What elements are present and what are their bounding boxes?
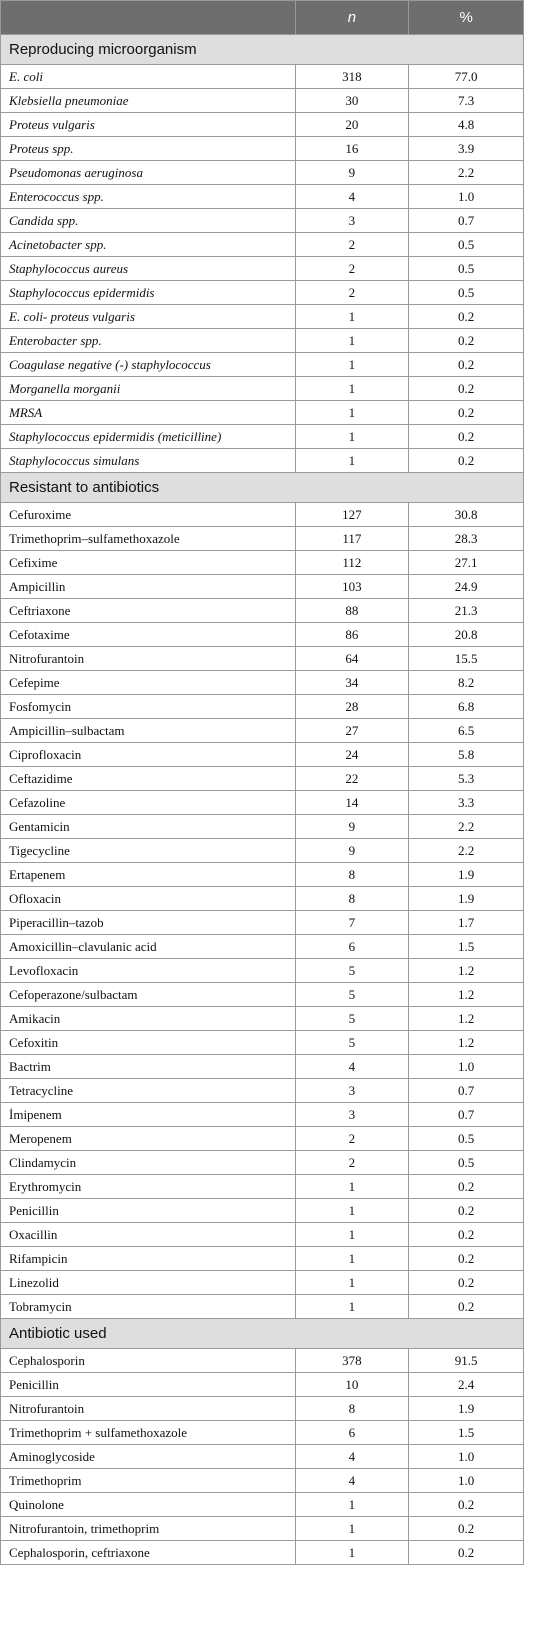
table-header xyxy=(1,1,524,35)
row-count: 22 xyxy=(295,767,409,791)
row-percent: 0.2 xyxy=(409,377,524,401)
row-label: Penicillin xyxy=(1,1199,296,1223)
row-count: 2 xyxy=(295,1127,409,1151)
row-label: Tigecycline xyxy=(1,839,296,863)
row-count: 1 xyxy=(295,1295,409,1319)
row-percent: 30.8 xyxy=(409,503,524,527)
table-row xyxy=(1,1247,524,1271)
row-percent: 1.0 xyxy=(409,1445,524,1469)
row-label: Cephalosporin xyxy=(1,1349,296,1373)
row-label: Penicillin xyxy=(1,1373,296,1397)
row-count: 1 xyxy=(295,305,409,329)
table-row xyxy=(1,1199,524,1223)
row-percent: 0.5 xyxy=(409,233,524,257)
row-count: 103 xyxy=(295,575,409,599)
row-count: 8 xyxy=(295,863,409,887)
row-label: Gentamicin xyxy=(1,815,296,839)
row-percent: 6.8 xyxy=(409,695,524,719)
row-label: Candida spp. xyxy=(1,209,296,233)
row-count: 5 xyxy=(295,1007,409,1031)
row-label: Cephalosporin, ceftriaxone xyxy=(1,1541,296,1565)
row-label: Piperacillin–tazob xyxy=(1,911,296,935)
row-percent: 0.2 xyxy=(409,425,524,449)
row-label: Ceftriaxone xyxy=(1,599,296,623)
table-row xyxy=(1,137,524,161)
row-count: 4 xyxy=(295,1445,409,1469)
table-row xyxy=(1,1421,524,1445)
row-label: Tobramycin xyxy=(1,1295,296,1319)
row-percent: 8.2 xyxy=(409,671,524,695)
row-count: 1 xyxy=(295,1517,409,1541)
row-count: 318 xyxy=(295,65,409,89)
table-row xyxy=(1,305,524,329)
row-percent: 0.2 xyxy=(409,1295,524,1319)
row-count: 1 xyxy=(295,377,409,401)
table-row xyxy=(1,791,524,815)
row-count: 9 xyxy=(295,839,409,863)
row-percent: 4.8 xyxy=(409,113,524,137)
row-label: Rifampicin xyxy=(1,1247,296,1271)
row-count: 1 xyxy=(295,353,409,377)
row-count: 1 xyxy=(295,401,409,425)
row-percent: 1.2 xyxy=(409,1007,524,1031)
table-row xyxy=(1,1175,524,1199)
row-percent: 2.2 xyxy=(409,839,524,863)
row-label: Erythromycin xyxy=(1,1175,296,1199)
row-label: Clindamycin xyxy=(1,1151,296,1175)
table-row xyxy=(1,503,524,527)
row-percent: 0.2 xyxy=(409,1271,524,1295)
row-label: Staphylococcus epidermidis (meticilline) xyxy=(1,425,296,449)
row-label: Staphylococcus epidermidis xyxy=(1,281,296,305)
row-count: 1 xyxy=(295,1541,409,1565)
table-row xyxy=(1,425,524,449)
row-count: 1 xyxy=(295,1247,409,1271)
row-count: 2 xyxy=(295,233,409,257)
table-row xyxy=(1,1031,524,1055)
row-percent: 0.2 xyxy=(409,1199,524,1223)
row-label: Pseudomonas aeruginosa xyxy=(1,161,296,185)
table-row xyxy=(1,815,524,839)
row-percent: 0.2 xyxy=(409,305,524,329)
row-label: Ertapenem xyxy=(1,863,296,887)
row-percent: 28.3 xyxy=(409,527,524,551)
row-percent: 1.0 xyxy=(409,1055,524,1079)
row-count: 20 xyxy=(295,113,409,137)
row-count: 34 xyxy=(295,671,409,695)
table-row xyxy=(1,353,524,377)
table-row xyxy=(1,1079,524,1103)
row-count: 9 xyxy=(295,161,409,185)
section-title: Resistant to antibiotics xyxy=(1,473,524,503)
header-n: n xyxy=(295,1,409,35)
header-percent: % xyxy=(409,1,524,35)
table-row xyxy=(1,281,524,305)
row-label: Meropenem xyxy=(1,1127,296,1151)
row-percent: 2.2 xyxy=(409,815,524,839)
row-label: Trimethoprim–sulfamethoxazole xyxy=(1,527,296,551)
row-percent: 0.7 xyxy=(409,1103,524,1127)
row-percent: 1.5 xyxy=(409,935,524,959)
row-label: Amoxicillin–clavulanic acid xyxy=(1,935,296,959)
row-percent: 24.9 xyxy=(409,575,524,599)
table-row xyxy=(1,257,524,281)
row-label: Ciprofloxacin xyxy=(1,743,296,767)
row-count: 1 xyxy=(295,1223,409,1247)
row-count: 30 xyxy=(295,89,409,113)
row-percent: 1.0 xyxy=(409,185,524,209)
row-percent: 1.9 xyxy=(409,863,524,887)
table-row xyxy=(1,329,524,353)
table-row xyxy=(1,935,524,959)
row-percent: 0.2 xyxy=(409,1541,524,1565)
header-label-cell xyxy=(1,1,296,35)
row-count: 127 xyxy=(295,503,409,527)
row-percent: 0.7 xyxy=(409,209,524,233)
row-count: 3 xyxy=(295,1079,409,1103)
row-label: Oxacillin xyxy=(1,1223,296,1247)
table-row xyxy=(1,233,524,257)
row-percent: 0.5 xyxy=(409,257,524,281)
row-percent: 0.5 xyxy=(409,281,524,305)
table-row xyxy=(1,1151,524,1175)
row-label: Proteus spp. xyxy=(1,137,296,161)
row-label: Fosfomycin xyxy=(1,695,296,719)
table-row xyxy=(1,1223,524,1247)
row-percent: 15.5 xyxy=(409,647,524,671)
table-row xyxy=(1,1055,524,1079)
row-count: 4 xyxy=(295,185,409,209)
row-label: Klebsiella pneumoniae xyxy=(1,89,296,113)
row-label: Cefoperazone/sulbactam xyxy=(1,983,296,1007)
row-count: 1 xyxy=(295,1199,409,1223)
row-percent: 21.3 xyxy=(409,599,524,623)
row-percent: 0.5 xyxy=(409,1127,524,1151)
row-count: 14 xyxy=(295,791,409,815)
table-row xyxy=(1,767,524,791)
row-label: Ampicillin xyxy=(1,575,296,599)
row-count: 1 xyxy=(295,1175,409,1199)
row-label: Amikacin xyxy=(1,1007,296,1031)
row-percent: 5.8 xyxy=(409,743,524,767)
row-count: 64 xyxy=(295,647,409,671)
table-row xyxy=(1,983,524,1007)
row-count: 27 xyxy=(295,719,409,743)
row-percent: 0.2 xyxy=(409,1493,524,1517)
table-row xyxy=(1,209,524,233)
row-count: 3 xyxy=(295,1103,409,1127)
row-percent: 2.4 xyxy=(409,1373,524,1397)
row-count: 378 xyxy=(295,1349,409,1373)
row-percent: 27.1 xyxy=(409,551,524,575)
row-percent: 1.7 xyxy=(409,911,524,935)
row-count: 7 xyxy=(295,911,409,935)
table-row xyxy=(1,401,524,425)
section-title: Antibiotic used xyxy=(1,1319,524,1349)
row-percent: 3.3 xyxy=(409,791,524,815)
table-row xyxy=(1,863,524,887)
row-percent: 3.9 xyxy=(409,137,524,161)
row-label: Coagulase negative (-) staphylococcus xyxy=(1,353,296,377)
table-row xyxy=(1,449,524,473)
row-label: Bactrim xyxy=(1,1055,296,1079)
row-count: 2 xyxy=(295,257,409,281)
row-count: 117 xyxy=(295,527,409,551)
row-label: Cefepime xyxy=(1,671,296,695)
row-percent: 1.2 xyxy=(409,983,524,1007)
table-row xyxy=(1,1445,524,1469)
table-row xyxy=(1,1103,524,1127)
row-count: 88 xyxy=(295,599,409,623)
row-count: 2 xyxy=(295,1151,409,1175)
table-row xyxy=(1,89,524,113)
table-row xyxy=(1,1349,524,1373)
row-percent: 5.3 xyxy=(409,767,524,791)
table-row xyxy=(1,743,524,767)
table-row xyxy=(1,719,524,743)
table-row xyxy=(1,647,524,671)
row-count: 16 xyxy=(295,137,409,161)
row-label: Staphylococcus simulans xyxy=(1,449,296,473)
row-label: Enterobacter spp. xyxy=(1,329,296,353)
row-count: 1 xyxy=(295,425,409,449)
row-label: Nitrofurantoin, trimethoprim xyxy=(1,1517,296,1541)
table-row xyxy=(1,527,524,551)
section-header-row xyxy=(1,35,524,65)
table-row xyxy=(1,1541,524,1565)
row-count: 4 xyxy=(295,1055,409,1079)
table-row xyxy=(1,1295,524,1319)
row-label: E. coli xyxy=(1,65,296,89)
row-percent: 1.2 xyxy=(409,959,524,983)
table-row xyxy=(1,599,524,623)
table-row xyxy=(1,695,524,719)
table-row xyxy=(1,887,524,911)
table-row xyxy=(1,1373,524,1397)
table-row xyxy=(1,1127,524,1151)
row-label: Morganella morganii xyxy=(1,377,296,401)
row-count: 1 xyxy=(295,329,409,353)
row-percent: 0.2 xyxy=(409,329,524,353)
row-label: İmipenem xyxy=(1,1103,296,1127)
row-count: 6 xyxy=(295,935,409,959)
row-label: Nitrofurantoin xyxy=(1,1397,296,1421)
row-percent: 0.2 xyxy=(409,1223,524,1247)
row-count: 28 xyxy=(295,695,409,719)
row-count: 4 xyxy=(295,1469,409,1493)
row-percent: 1.0 xyxy=(409,1469,524,1493)
table-row xyxy=(1,1469,524,1493)
row-count: 1 xyxy=(295,449,409,473)
row-label: Acinetobacter spp. xyxy=(1,233,296,257)
row-percent: 0.2 xyxy=(409,1517,524,1541)
table-row xyxy=(1,959,524,983)
row-label: Ceftazidime xyxy=(1,767,296,791)
row-percent: 91.5 xyxy=(409,1349,524,1373)
row-percent: 2.2 xyxy=(409,161,524,185)
row-percent: 0.7 xyxy=(409,1079,524,1103)
row-count: 5 xyxy=(295,959,409,983)
row-count: 9 xyxy=(295,815,409,839)
row-label: Proteus vulgaris xyxy=(1,113,296,137)
table-body xyxy=(1,35,524,1565)
row-count: 8 xyxy=(295,1397,409,1421)
row-label: MRSA xyxy=(1,401,296,425)
row-percent: 77.0 xyxy=(409,65,524,89)
row-count: 112 xyxy=(295,551,409,575)
row-percent: 1.2 xyxy=(409,1031,524,1055)
table-row xyxy=(1,1397,524,1421)
table-row xyxy=(1,911,524,935)
row-label: Ofloxacin xyxy=(1,887,296,911)
table-row xyxy=(1,377,524,401)
table-row xyxy=(1,1007,524,1031)
row-count: 8 xyxy=(295,887,409,911)
section-title: Reproducing microorganism xyxy=(1,35,524,65)
row-label: Nitrofurantoin xyxy=(1,647,296,671)
table-row xyxy=(1,1271,524,1295)
row-label: Ampicillin–sulbactam xyxy=(1,719,296,743)
section-header-row xyxy=(1,473,524,503)
table-row xyxy=(1,839,524,863)
row-label: Trimethoprim xyxy=(1,1469,296,1493)
row-percent: 0.2 xyxy=(409,1247,524,1271)
table-row xyxy=(1,551,524,575)
row-label: Tetracycline xyxy=(1,1079,296,1103)
row-label: Cefoxitin xyxy=(1,1031,296,1055)
row-label: Cefazoline xyxy=(1,791,296,815)
row-label: Cefotaxime xyxy=(1,623,296,647)
row-count: 2 xyxy=(295,281,409,305)
row-count: 5 xyxy=(295,1031,409,1055)
row-count: 6 xyxy=(295,1421,409,1445)
row-count: 5 xyxy=(295,983,409,1007)
row-percent: 0.5 xyxy=(409,1151,524,1175)
row-percent: 0.2 xyxy=(409,449,524,473)
row-count: 3 xyxy=(295,209,409,233)
row-label: Aminoglycoside xyxy=(1,1445,296,1469)
table-row xyxy=(1,185,524,209)
row-count: 24 xyxy=(295,743,409,767)
row-percent: 0.2 xyxy=(409,353,524,377)
row-percent: 1.9 xyxy=(409,887,524,911)
table-row xyxy=(1,65,524,89)
table-row xyxy=(1,113,524,137)
table-row xyxy=(1,575,524,599)
table-row xyxy=(1,671,524,695)
row-percent: 0.2 xyxy=(409,1175,524,1199)
row-label: Staphylococcus aureus xyxy=(1,257,296,281)
row-percent: 1.9 xyxy=(409,1397,524,1421)
row-label: Enterococcus spp. xyxy=(1,185,296,209)
row-percent: 1.5 xyxy=(409,1421,524,1445)
section-header-row xyxy=(1,1319,524,1349)
table-row xyxy=(1,1517,524,1541)
table-row xyxy=(1,1493,524,1517)
row-count: 1 xyxy=(295,1271,409,1295)
row-label: Quinolone xyxy=(1,1493,296,1517)
header-row xyxy=(1,1,524,35)
row-label: E. coli- proteus vulgaris xyxy=(1,305,296,329)
row-label: Levofloxacin xyxy=(1,959,296,983)
row-percent: 0.2 xyxy=(409,401,524,425)
row-count: 1 xyxy=(295,1493,409,1517)
table-row xyxy=(1,623,524,647)
row-percent: 7.3 xyxy=(409,89,524,113)
row-percent: 6.5 xyxy=(409,719,524,743)
row-label: Cefuroxime xyxy=(1,503,296,527)
row-count: 10 xyxy=(295,1373,409,1397)
row-percent: 20.8 xyxy=(409,623,524,647)
row-label: Linezolid xyxy=(1,1271,296,1295)
row-count: 86 xyxy=(295,623,409,647)
table-row xyxy=(1,161,524,185)
row-label: Cefixime xyxy=(1,551,296,575)
row-label: Trimethoprim + sulfamethoxazole xyxy=(1,1421,296,1445)
